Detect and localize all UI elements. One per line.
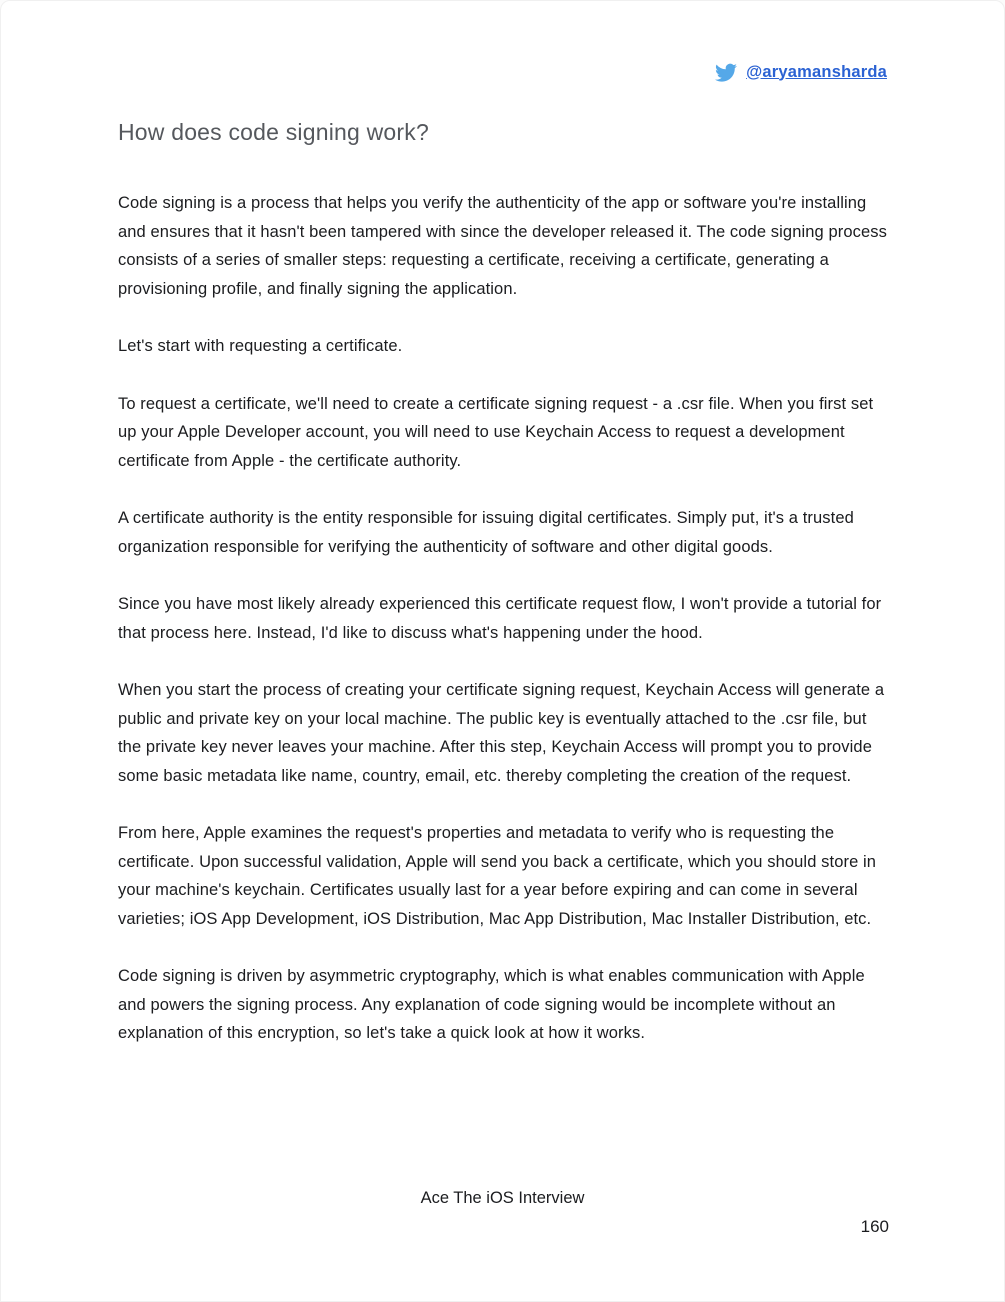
paragraph-6: When you start the process of creating your certificate signing request, Keychain Access will generate a public and private key on your local machine. The public key is eventually attached to the .csr file, but the private key never leaves your machine. After this step, Keychain Access will prompt you to provide some basic metadata like name, country, email, etc. thereby completing the creation of the request. bbox=[118, 681, 885, 785]
page-title: How does code signing work? bbox=[118, 119, 429, 145]
paragraph-8: Code signing is driven by asymmetric cryptography, which is what enables communication with Apple and powers the signing process. Any explanation of code signing would be incomplete without an explanation of this encryption, so let's take a quick look at how it works. bbox=[118, 967, 865, 1042]
page-content bbox=[1, 59, 1004, 1048]
twitter-handle-text: @aryamansharda bbox=[746, 62, 887, 81]
twitter-icon bbox=[715, 61, 737, 83]
footer-page-number: 160 bbox=[860, 1217, 889, 1236]
page-body bbox=[118, 189, 887, 1048]
paragraph-3: To request a certificate, we'll need to create a certificate signing request - a .csr file. When you first set up your Apple Developer account, you will need to use Keychain Access to request a development certificate from Apple - the certificate authority. bbox=[118, 394, 874, 470]
twitter-handle-link[interactable] bbox=[715, 61, 887, 83]
paragraph-4: A certificate authority is the entity responsible for issuing digital certificates. Simply put, it's a trusted organization responsible for verifying the authenticity of software and other digital goods. bbox=[118, 509, 854, 556]
paragraph-2: Let's start with requesting a certificate. bbox=[118, 337, 403, 355]
footer-book-title: Ace The iOS Interview bbox=[420, 1189, 585, 1207]
paragraph-5: Since you have most likely already experienced this certificate request flow, I won't provide a tutorial for that process here. Instead, I'd like to discuss what's happening under the hood. bbox=[118, 595, 882, 642]
paragraph-7: From here, Apple examines the request's properties and metadata to verify who is requesting the certificate. Upon successful validation, Apple will send you back a certificate, which you should store in your machine's keychain. Certificates usually last for a year before expiring and can come in several varieties; iOS App Development, iOS Distribution, Mac App Distribution, Mac Installer Distribution, etc. bbox=[118, 824, 877, 928]
page-header bbox=[118, 59, 887, 85]
paragraph-1: Code signing is a process that helps you verify the authenticity of the app or software you're installing and ensures that it hasn't been tampered with since the developer released it. The code signing process consists of a series of smaller steps: requesting a certificate, receiving a certificate, generating a provisioning profile, and finally signing the application. bbox=[118, 194, 887, 298]
